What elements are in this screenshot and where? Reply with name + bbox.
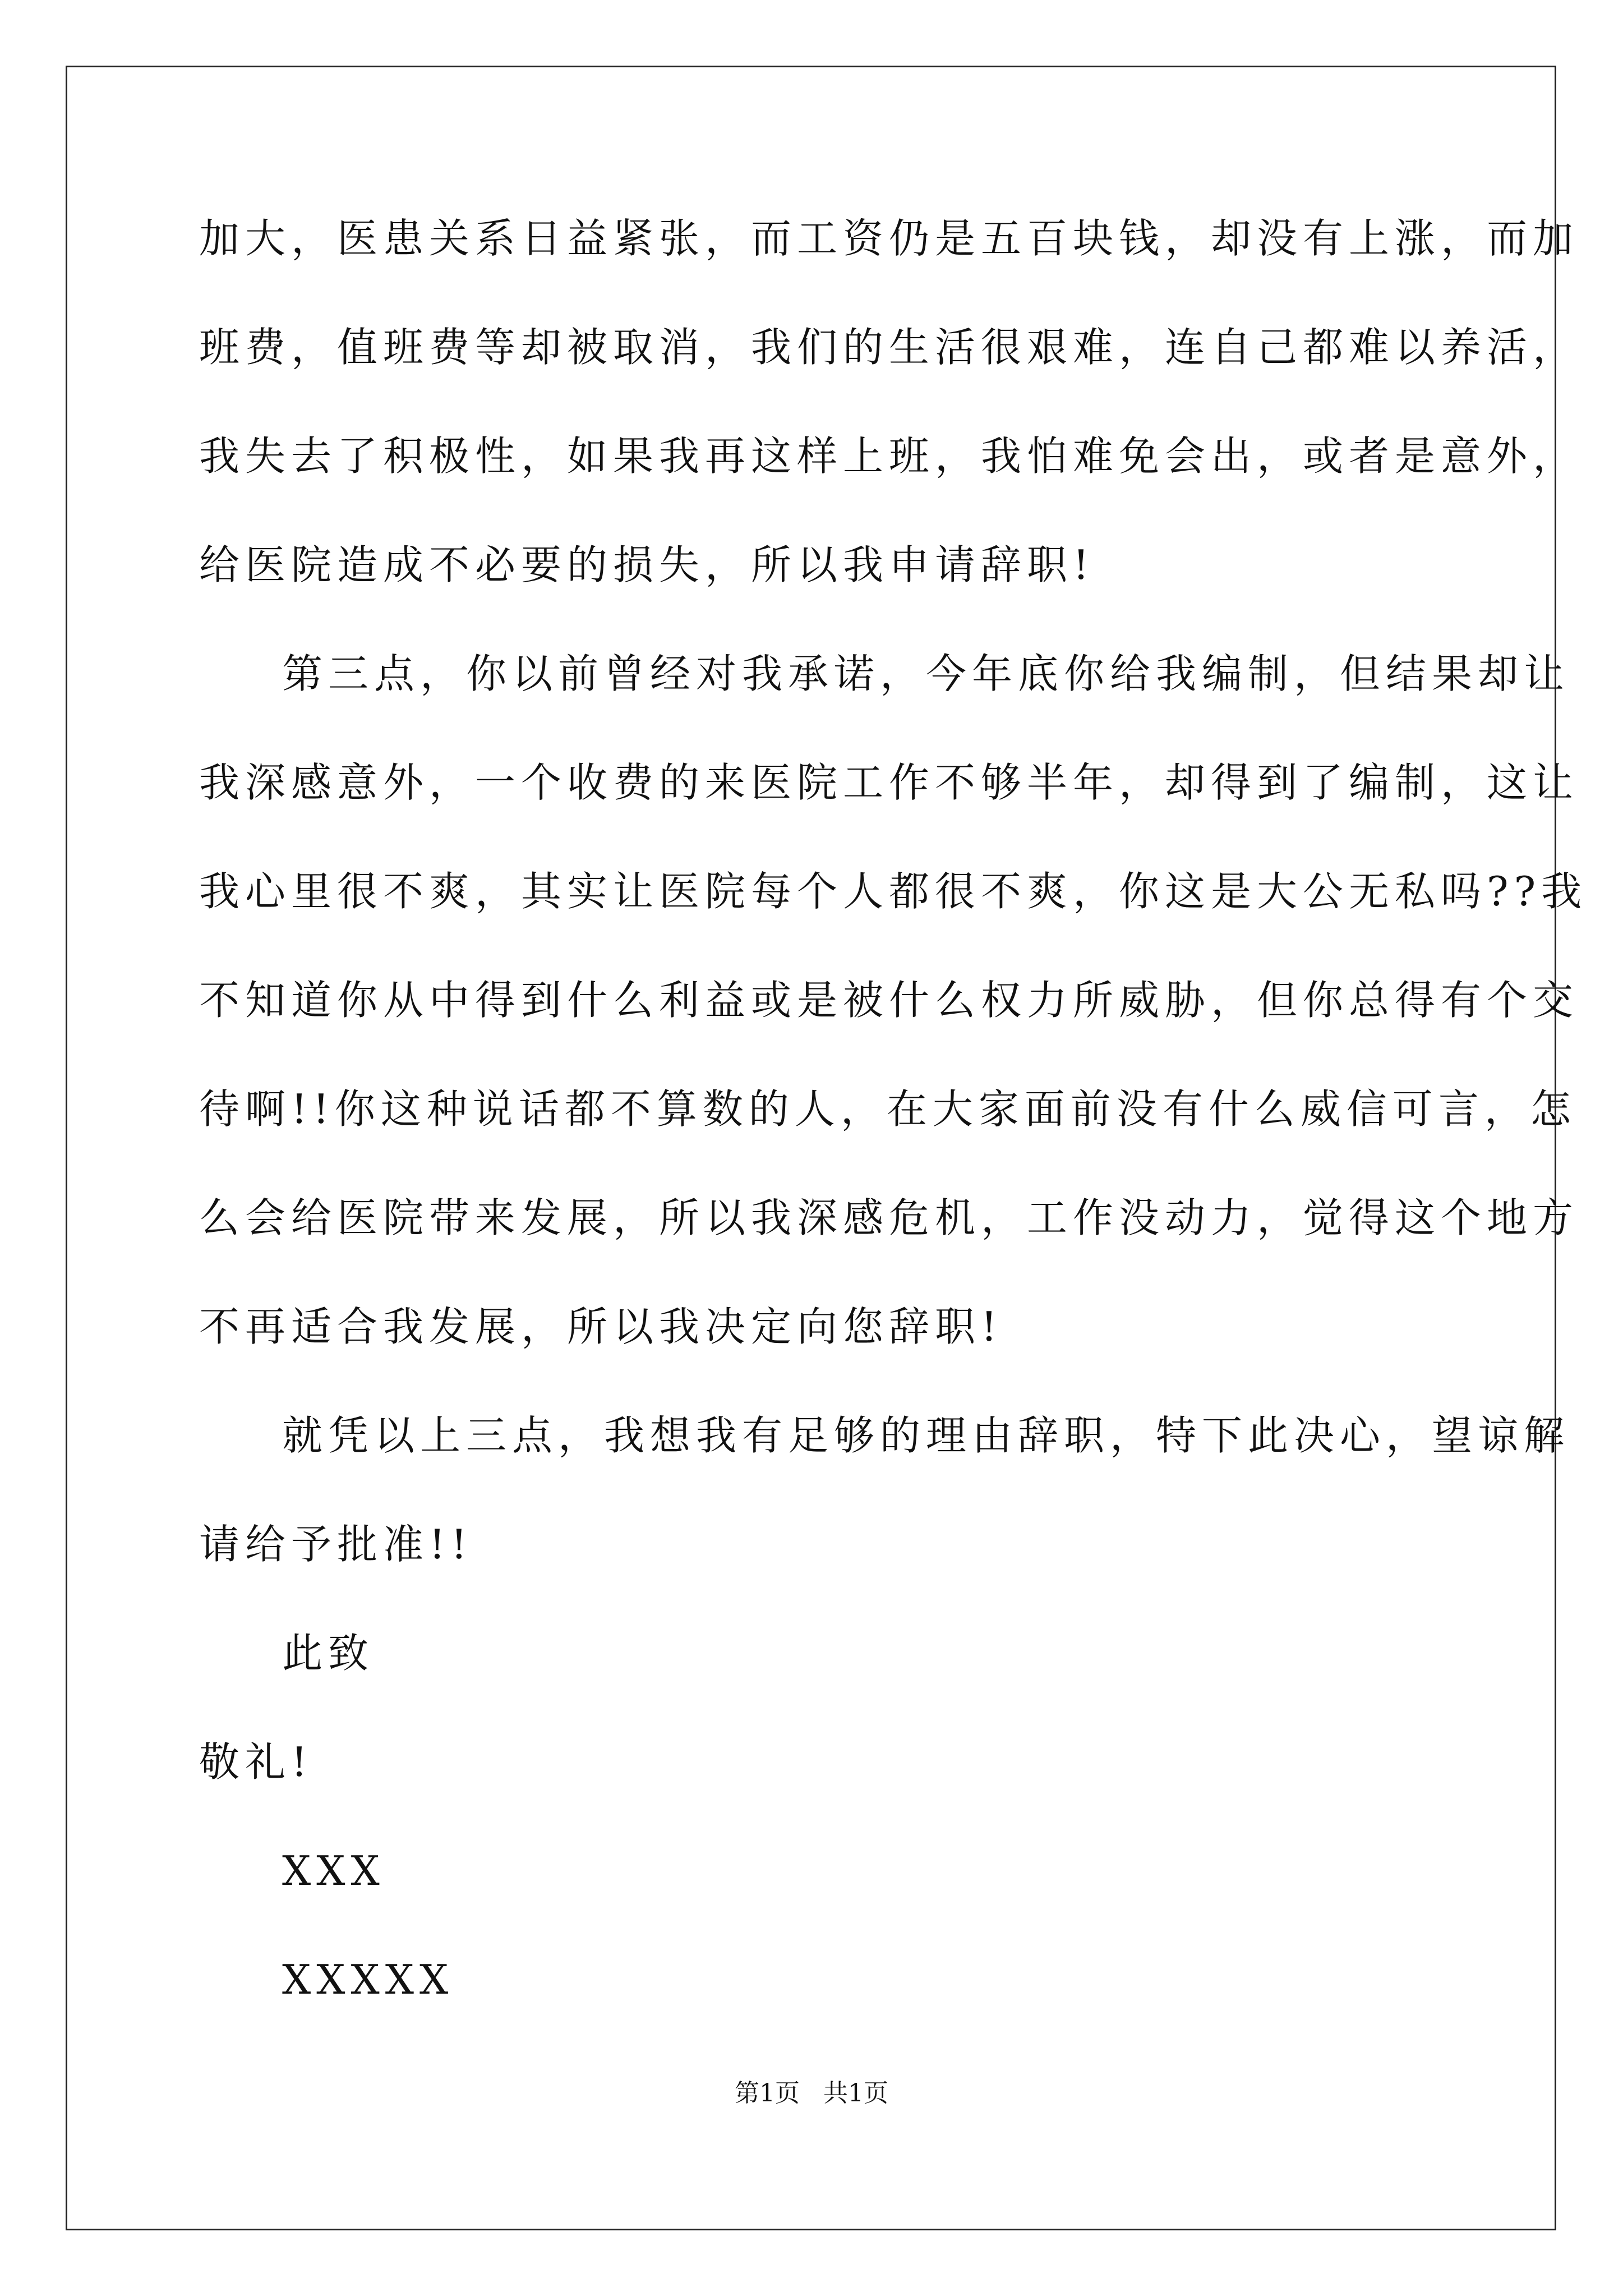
text-line: 我心里很不爽，其实让医院每个人都很不爽，你这是大公无私吗??我 <box>199 868 1588 915</box>
text-line: 不知道你从中得到什么利益或是被什么权力所威胁，但你总得有个交 <box>199 977 1579 1024</box>
closing-line: 此致 <box>282 1630 375 1677</box>
text-line: 待啊!!你这种说话都不算数的人，在大家面前没有什么威信可言，怎 <box>199 1085 1576 1133</box>
text-line: 我失去了积极性，如果我再这样上班，我怕难免会出，或者是意外， <box>199 432 1579 480</box>
text-line: 我深感意外，一个收费的来医院工作不够半年，却得到了编制，这让 <box>199 759 1579 806</box>
text-line: 班费，值班费等却被取消，我们的生活很艰难，连自己都难以养活， <box>199 324 1579 371</box>
letter-body <box>199 213 1588 2063</box>
salutation-line: 敬礼! <box>199 1738 313 1786</box>
text-line: 不再适合我发展，所以我决定向您辞职! <box>199 1303 1003 1350</box>
text-line: 请给予批准!! <box>199 1521 473 1568</box>
text-line: 就凭以上三点，我想我有足够的理由辞职，特下此决心，望谅解 <box>282 1412 1570 1459</box>
text-line: 第三点，你以前曾经对我承诺，今年底你给我编制，但结果却让 <box>282 650 1570 697</box>
text-line: 给医院造成不必要的损失，所以我申请辞职! <box>199 541 1095 588</box>
page-number-footer: 第1页 共1页 <box>735 2079 888 2108</box>
text-line: 加大，医患关系日益紧张，而工资仍是五百块钱，却没有上涨，而加 <box>199 215 1579 262</box>
signature-line: XXX <box>282 1847 385 1894</box>
text-line: 么会给医院带来发展，所以我深感危机，工作没动力，觉得这个地方 <box>199 1194 1579 1241</box>
date-line: XXXXX <box>282 1956 454 2003</box>
